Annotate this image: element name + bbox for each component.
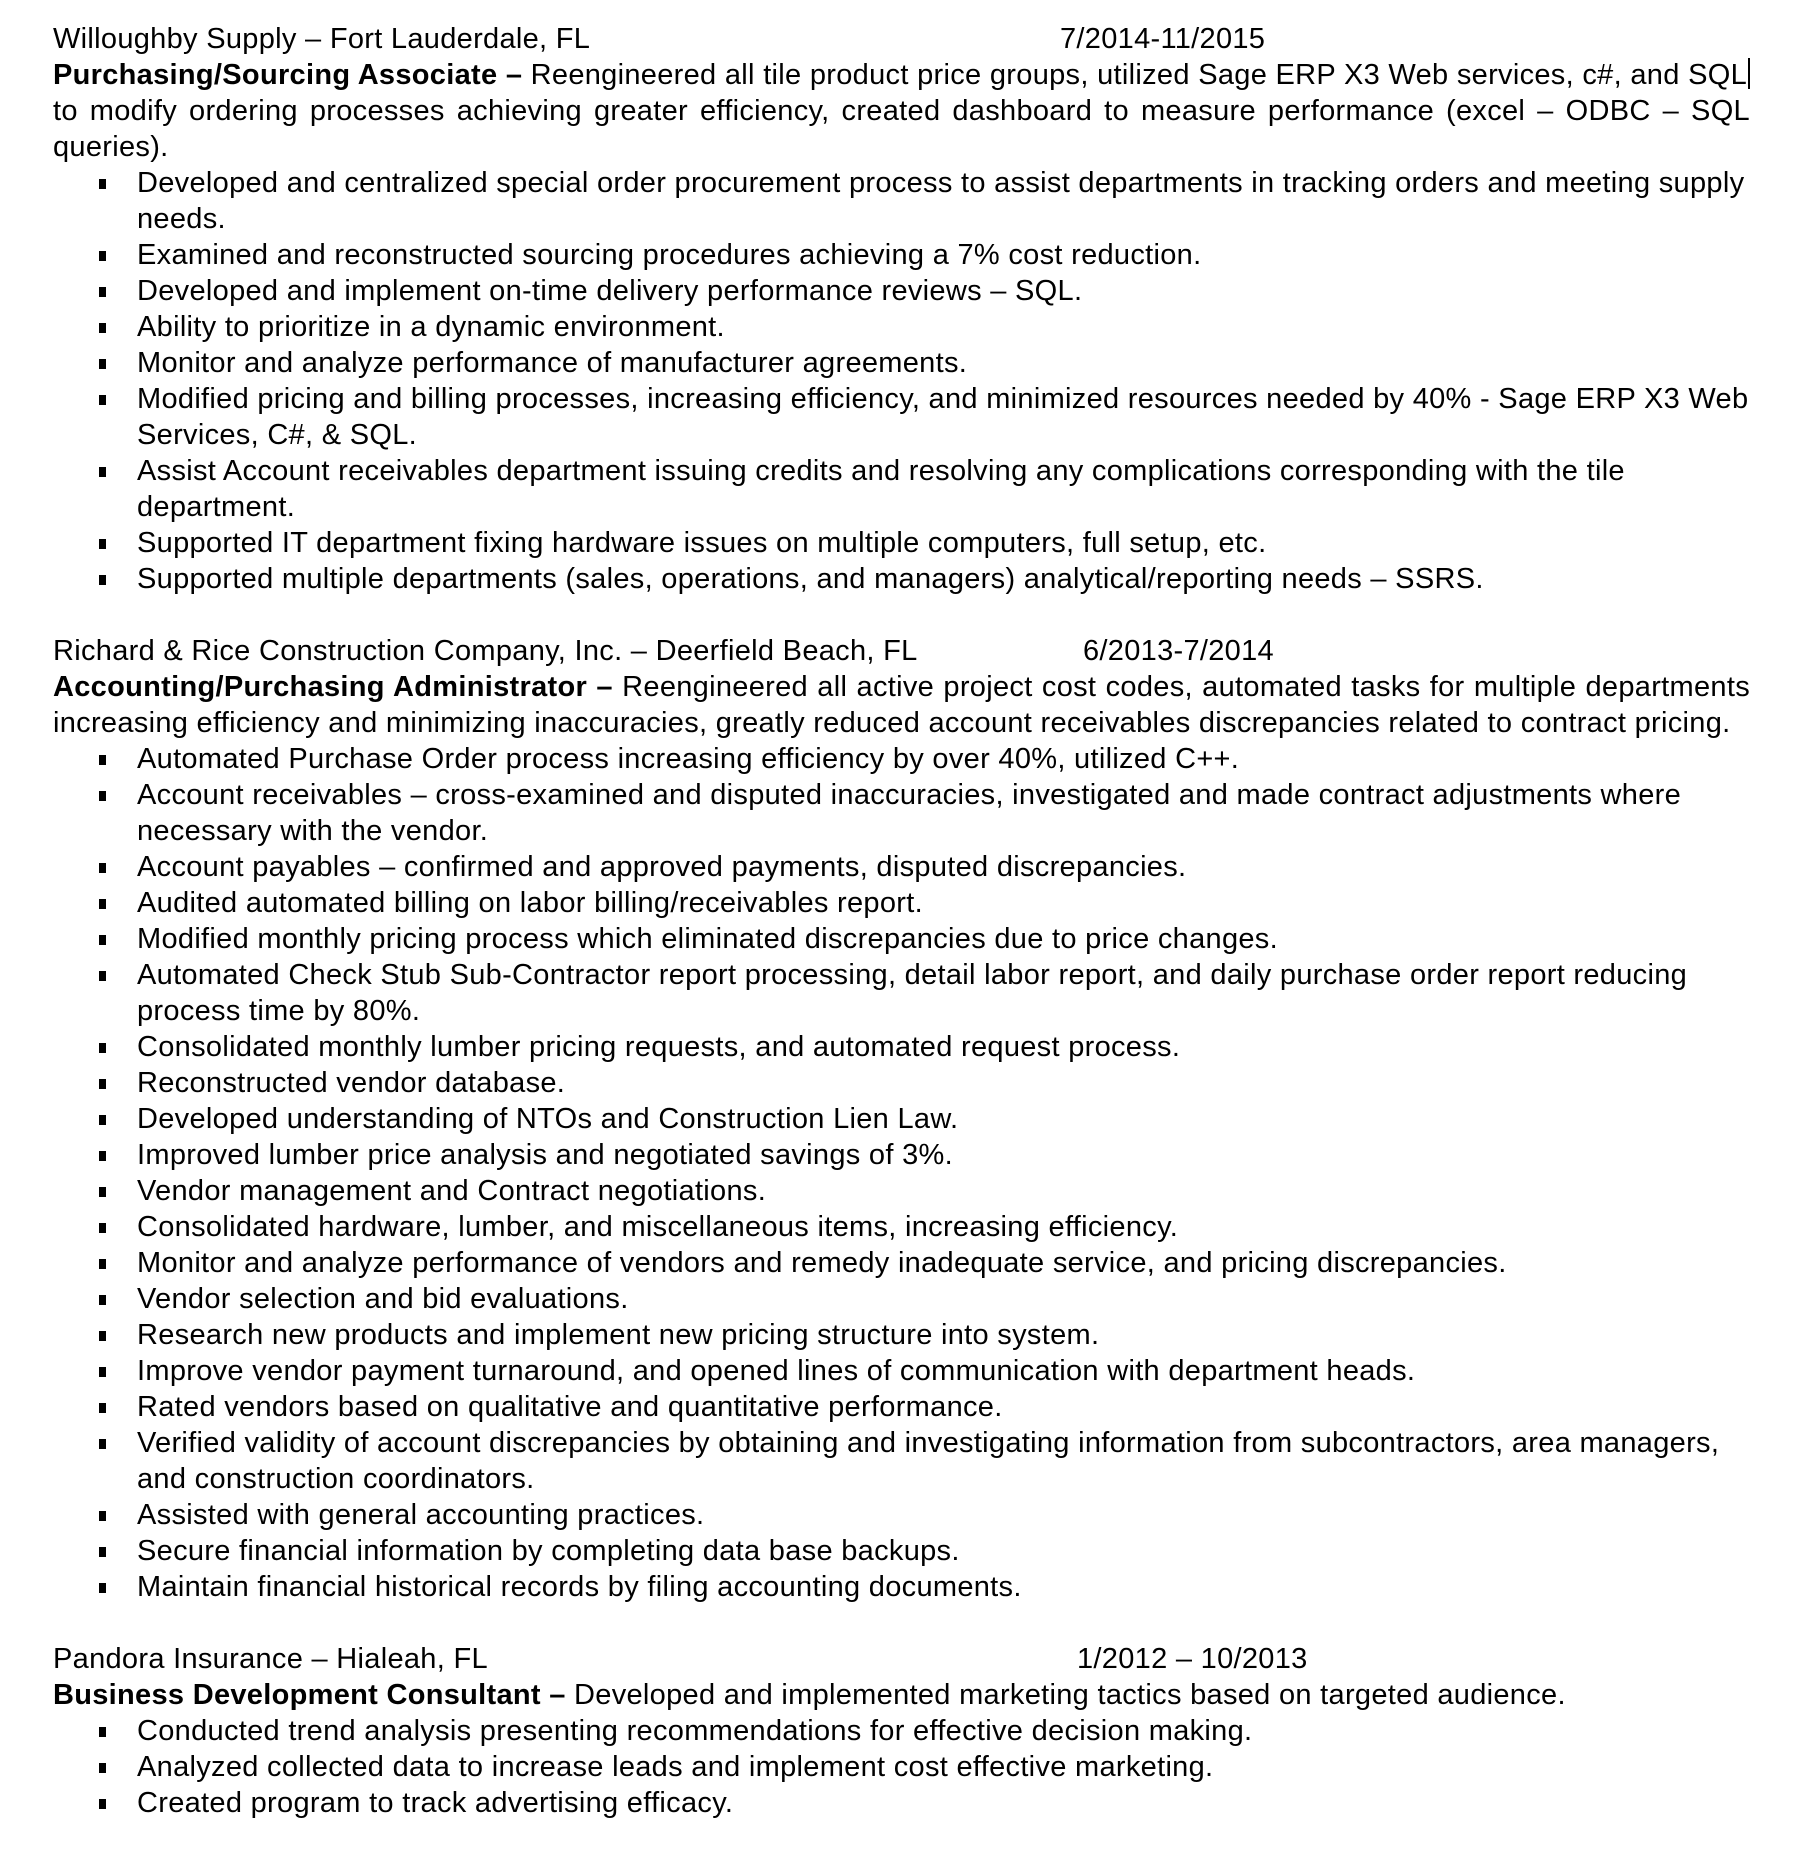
bullet-list	[53, 165, 1750, 597]
bullet-item: Monitor and analyze performance of manufacturer agreements.	[53, 345, 1750, 381]
bullet-item: Account payables – confirmed and approved payments, disputed discrepancies.	[53, 849, 1750, 885]
bullet-item: Ability to prioritize in a dynamic environment.	[53, 309, 1750, 345]
bullet-item: Secure financial information by completing data base backups.	[53, 1533, 1750, 1569]
bullet-item: Modified pricing and billing processes, increasing efficiency, and minimized resources needed by 40% - Sage ERP X3 Web Services, C#, & SQL.	[53, 381, 1750, 453]
bullet-item: Developed understanding of NTOs and Construction Lien Law.	[53, 1101, 1750, 1137]
company-location: Pandora Insurance – Hialeah, FL	[53, 1643, 488, 1675]
bullet-item: Vendor management and Contract negotiations.	[53, 1173, 1750, 1209]
job-title: Purchasing/Sourcing Associate –	[53, 59, 531, 91]
bullet-item: Reconstructed vendor database.	[53, 1065, 1750, 1101]
job-section	[53, 1641, 1750, 1821]
summary-text: Reengineered all tile product price groups, utilized Sage ERP X3 Web services, c#, and SQL	[530, 59, 1747, 91]
job-section	[53, 633, 1750, 1605]
bullet-item: Consolidated monthly lumber pricing requests, and automated request process.	[53, 1029, 1750, 1065]
bullet-item: Audited automated billing on labor billing/receivables report.	[53, 885, 1750, 921]
text-cursor	[1748, 58, 1750, 89]
bullet-item: Examined and reconstructed sourcing procedures achieving a 7% cost reduction.	[53, 237, 1750, 273]
bullet-item: Consolidated hardware, lumber, and miscellaneous items, increasing efficiency.	[53, 1209, 1750, 1245]
summary-text: Developed and implemented marketing tactics based on targeted audience.	[574, 1679, 1566, 1711]
bullet-list	[53, 1713, 1750, 1821]
summary-text: Reengineered all active project cost codes, automated tasks for multiple departments increasing efficiency and minimizing inaccuracies, greatly reduced account receivables discrepancies related to contract pricing.	[53, 671, 1750, 739]
bullet-item: Vendor selection and bid evaluations.	[53, 1281, 1750, 1317]
employment-dates: 7/2014-11/2015	[1060, 23, 1266, 55]
job-header	[53, 21, 1750, 57]
job-summary	[53, 57, 1750, 165]
job-title: Business Development Consultant –	[53, 1679, 575, 1711]
company-location: Richard & Rice Construction Company, Inc. – Deerfield Beach, FL	[53, 635, 918, 667]
bullet-item: Supported IT department fixing hardware issues on multiple computers, full setup, etc.	[53, 525, 1750, 561]
bullet-item: Conducted trend analysis presenting recommendations for effective decision making.	[53, 1713, 1750, 1749]
job-header	[53, 633, 1750, 669]
bullet-item: Automated Check Stub Sub-Contractor report processing, detail labor report, and daily purchase order report reducing process time by 80%.	[53, 957, 1750, 1029]
bullet-item: Analyzed collected data to increase leads and implement cost effective marketing.	[53, 1749, 1750, 1785]
job-summary	[53, 669, 1750, 741]
bullet-item: Rated vendors based on qualitative and quantitative performance.	[53, 1389, 1750, 1425]
bullet-item: Automated Purchase Order process increasing efficiency by over 40%, utilized C++.	[53, 741, 1750, 777]
bullet-item: Research new products and implement new pricing structure into system.	[53, 1317, 1750, 1353]
bullet-item: Modified monthly pricing process which eliminated discrepancies due to price changes.	[53, 921, 1750, 957]
job-header	[53, 1641, 1750, 1677]
bullet-item: Developed and centralized special order procurement process to assist departments in tracking orders and meeting supply needs.	[53, 165, 1750, 237]
bullet-item: Developed and implement on-time delivery performance reviews – SQL.	[53, 273, 1750, 309]
bullet-list	[53, 741, 1750, 1605]
bullet-item: Maintain financial historical records by filing accounting documents.	[53, 1569, 1750, 1605]
job-section	[53, 21, 1750, 597]
employment-dates: 6/2013-7/2014	[1083, 635, 1274, 667]
bullet-item: Improve vendor payment turnaround, and opened lines of communication with department heads.	[53, 1353, 1750, 1389]
bullet-item: Assisted with general accounting practices.	[53, 1497, 1750, 1533]
bullet-item: Verified validity of account discrepancies by obtaining and investigating information from subcontractors, area managers, and construction coordinators.	[53, 1425, 1750, 1497]
summary-text-after-cursor: to modify ordering processes achieving greater efficiency, created dashboard to measure performance (excel – ODBC – SQL queries).	[53, 95, 1750, 163]
job-title: Accounting/Purchasing Administrator –	[53, 671, 623, 703]
employment-dates: 1/2012 – 10/2013	[1077, 1643, 1308, 1675]
bullet-item: Account receivables – cross-examined and disputed inaccuracies, investigated and made contract adjustments where necessary with the vendor.	[53, 777, 1750, 849]
bullet-item: Supported multiple departments (sales, operations, and managers) analytical/reporting needs – SSRS.	[53, 561, 1750, 597]
company-location: Willoughby Supply – Fort Lauderdale, FL	[53, 23, 591, 55]
bullet-item: Monitor and analyze performance of vendors and remedy inadequate service, and pricing discrepancies.	[53, 1245, 1750, 1281]
bullet-item: Assist Account receivables department issuing credits and resolving any complications corresponding with the tile department.	[53, 453, 1750, 525]
bullet-item: Created program to track advertising efficacy.	[53, 1785, 1750, 1821]
bullet-item: Improved lumber price analysis and negotiated savings of 3%.	[53, 1137, 1750, 1173]
job-summary	[53, 1677, 1750, 1713]
